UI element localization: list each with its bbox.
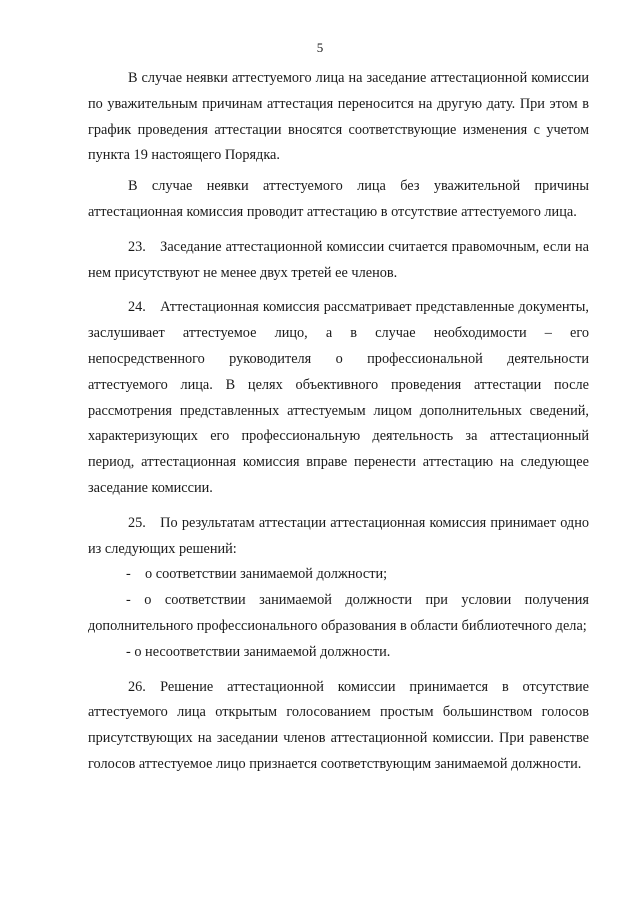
decision-item-compliance: - о соответствии занимаемой должности; (126, 566, 388, 583)
decision-item-non-compliance: - о несоответствии занимаемой должности. (126, 643, 391, 660)
document-body (88, 66, 589, 778)
paragraph-24-review: 24. Аттестационная комиссия рассматривает представленные документы, заслушивает аттестуемое лицо, а в случае необходимости – его непосредственного руководителя о профессиональной деятельности аттестуемого лица. В целях объективного проведения аттестации после рассмотрения представленных аттестуемым лицом дополнительных сведений, характеризующих его профессиональную деятельность за аттестационный период, аттестационная комиссия вправе перенести аттестацию на следующее заседание комиссии. (88, 299, 589, 496)
paragraph-26-voting: 26. Решение аттестационной комиссии принимается в отсутствие аттестуемого лица открытым голосованием простым большинством голосов присутствующих на заседании членов аттестационной комиссии. При равенстве голосов аттестуемое лицо признается соответствующим занимаемой должности. (88, 678, 589, 772)
paragraph-23-quorum: 23. Заседание аттестационной комиссии считается правомочным, если на нем присутствуют не менее двух третей ее членов. (88, 238, 589, 281)
decision-item-conditional: - о соответствии занимаемой должности при условии получения дополнительного профессионального образования в области библиотечного дела; (88, 592, 589, 634)
paragraph-postponement: В случае неявки аттестуемого лица на заседание аттестационной комиссии по уважительным причинам аттестация переносится на другую дату. При этом в график проведения аттестации вносятся соответствующие изменения с учетом пункта 19 настоящего Порядка. (88, 70, 589, 164)
paragraph-25-decisions: 25. По результатам аттестации аттестационная комиссия принимает одно из следующих решений: (88, 514, 589, 557)
page-number: 5 (316, 40, 324, 55)
paragraph-absence-without-reason: В случае неявки аттестуемого лица без уважительной причины аттестационная комиссия проводит аттестацию в отсутствие аттестуемого лица. (88, 178, 589, 220)
